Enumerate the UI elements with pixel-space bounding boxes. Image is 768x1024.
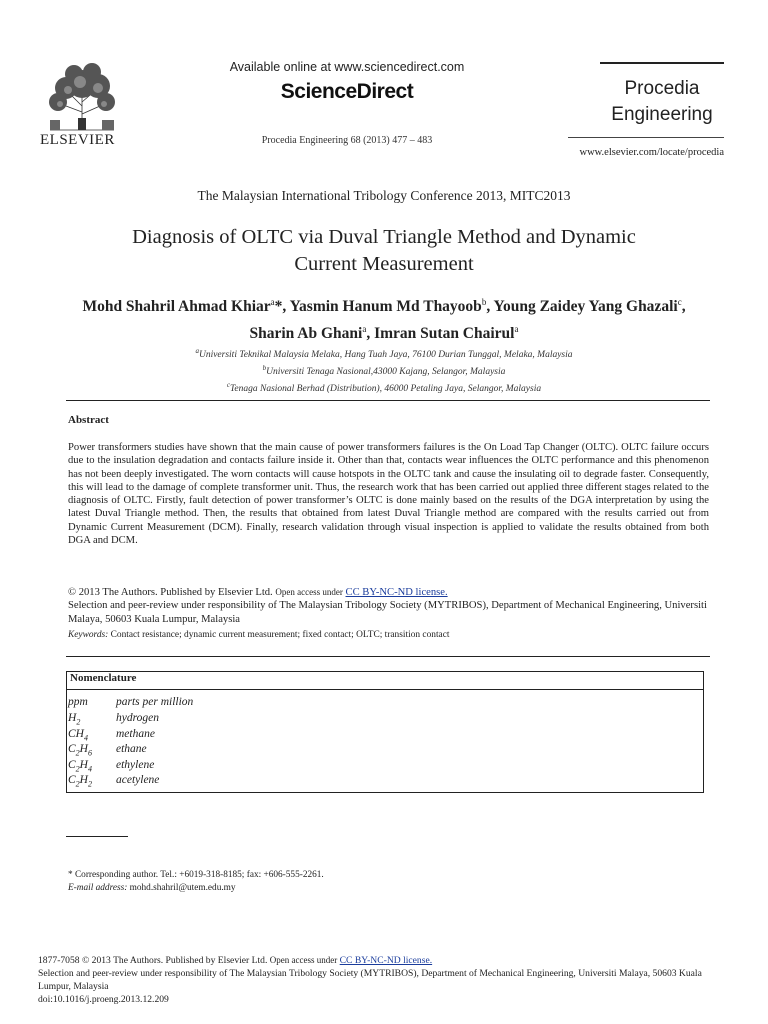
nomenclature-rule <box>66 689 704 690</box>
nomenclature-meaning: methane <box>116 728 155 740</box>
copyright-block <box>68 586 709 626</box>
symbol-base: C <box>68 759 76 771</box>
author-name: Yasmin Hanum Md Thayoob <box>289 298 482 316</box>
symbol-subscript: 2 <box>75 748 80 758</box>
email-note <box>68 883 236 893</box>
nomenclature-meaning: acetylene <box>116 774 160 786</box>
nomenclature-row <box>68 711 159 727</box>
peer-review-statement: Selection and peer-review under responsibility of The Malaysian Tribology Society (MYTRIBOS), Department of Mechanical Engineering, Universiti Malaya, 50603 Kuala Lumpur, Malaysia <box>68 600 707 625</box>
nomenclature-row <box>68 742 147 758</box>
email-label: E-mail address: <box>68 883 128 893</box>
abstract-top-rule <box>66 400 710 401</box>
sciencedirect-logo: ScienceDirect <box>280 80 414 103</box>
footnote-rule <box>66 836 128 837</box>
keywords-line <box>68 630 709 640</box>
paper-title-line1: Diagnosis of OLTC via Duval Triangle Method and Dynamic <box>132 226 636 248</box>
author-affil-sup: a <box>362 324 367 335</box>
affiliation-text: Tenaga Nasional Berhad (Distribution), 46000 Petaling Jaya, Selangor, Malaysia <box>229 384 542 395</box>
author-affil-sup: a <box>514 324 519 335</box>
copyright-line <box>68 586 709 599</box>
affiliation-text: Universiti Tenaga Nasional,43000 Kajang, Selangor, Malaysia <box>266 367 506 378</box>
author-name: Mohd Shahril Ahmad Khiar <box>82 298 271 316</box>
nomenclature-meaning: parts per million <box>116 696 194 708</box>
author-separator: *, <box>274 298 290 316</box>
affiliation-list <box>84 345 684 396</box>
author-list <box>74 291 694 345</box>
symbol-base: H <box>79 759 88 771</box>
abstract-text: Power transformers studies have shown that the main cause of power transformers failures is the On Load Tap Changer (OLTC). OLTC failure occurs due to the insulation degradation and contacts failure inside it. Other than that, contacts wear influences the OLTC performance and this phenomenon has not been deeply investigated. The worn contacts will cause hotspots in the OLTC tank and cause the insulating oil to degrade faster. Consequently, this will lead to the damage of complete transformer unit. Thus, the research work that has been carried out applied three different stages related to the diagnosis of OLTC. Firstly, fault detection of power transformer’s OLTC is done mainly based on the results of the DGA interpretation by using the latest Duval Triangle method. Then, the results that obtained from latest Duval Triangle method are compared with the results carried out from Dynamic Current Measurement (DCM). Finally, research validation through visual inspection is applied to validate the results obtained from both DGA and DCM. <box>68 442 709 547</box>
nomenclature-row <box>68 727 155 743</box>
keywords-label: Keywords: <box>68 630 109 640</box>
nomenclature-heading: Nomenclature <box>70 672 137 684</box>
journal-top-rule <box>600 62 724 64</box>
author-name: Imran Sutan Chairul <box>374 325 515 343</box>
nomenclature-meaning: ethylene <box>116 759 155 771</box>
symbol-base: C <box>68 774 76 786</box>
conference-name: The Malaysian International Tribology Conference 2013, MITC2013 <box>197 188 571 203</box>
affiliation-item <box>84 345 684 362</box>
abstract-bottom-rule <box>66 656 710 657</box>
symbol-subscript: 2 <box>87 779 92 789</box>
journal-name <box>600 76 724 128</box>
symbol-subscript: 6 <box>87 748 92 758</box>
email-address[interactable]: mohd.shahril@utem.edu.my <box>129 883 236 893</box>
paper-title <box>84 224 684 278</box>
abstract-heading: Abstract <box>68 414 109 426</box>
author-affil-sup: c <box>677 297 682 307</box>
footer-copyright-line <box>38 954 732 967</box>
symbol-base: H <box>68 712 77 724</box>
affiliation-item <box>84 379 684 396</box>
symbol-base: C <box>68 743 76 755</box>
symbol-subscript: 2 <box>75 779 80 789</box>
keywords-text: Contact resistance; dynamic current measurement; fixed contact; OLTC; transition contact <box>110 630 450 640</box>
author-separator: , <box>366 325 375 343</box>
author-name: Sharin Ab Ghani <box>249 325 363 343</box>
affiliation-sup: c <box>226 381 230 390</box>
journal-bottom-rule <box>568 137 724 138</box>
nomenclature-symbol <box>68 773 116 792</box>
available-online-text: Available online at www.sciencedirect.com <box>229 60 465 74</box>
author-separator: , <box>681 298 686 316</box>
affiliation-sup: a <box>195 347 199 355</box>
doi-link[interactable]: doi:10.1016/j.proeng.2013.12.209 <box>38 994 169 1005</box>
author-name: Young Zaidey Yang Ghazali <box>493 298 678 316</box>
copyright-text: © 2013 The Authors. Published by Elsevier Ltd. <box>68 587 273 598</box>
symbol-subscript: 2 <box>76 717 81 727</box>
symbol-subscript: 4 <box>87 764 92 774</box>
symbol-subscript: 4 <box>83 733 88 743</box>
citation-line: Procedia Engineering 68 (2013) 477 – 483 <box>261 135 433 146</box>
nomenclature-row <box>68 773 159 789</box>
journal-name-line2: Engineering <box>611 104 713 125</box>
footer-open-access-text: Open access under <box>269 955 338 965</box>
publisher-logo-wordmark: ELSEVIER <box>40 132 115 148</box>
author-separator: , <box>486 298 494 316</box>
symbol-base: H <box>79 743 88 755</box>
journal-url-link[interactable]: www.elsevier.com/locate/procedia <box>579 147 724 158</box>
page-footer <box>38 954 732 1006</box>
author-affil-sup: a <box>270 297 275 307</box>
affiliation-text: Universiti Teknikal Malaysia Melaka, Hang Tuah Jaya, 76100 Durian Tunggal, Melaka, Malaysia <box>198 350 573 361</box>
footer-copyright-text: 1877-7058 © 2013 The Authors. Published by Elsevier Ltd. <box>38 955 268 966</box>
nomenclature-row <box>68 758 154 774</box>
author-affil-sup: b <box>481 297 487 307</box>
nomenclature-symbol <box>68 695 116 711</box>
nomenclature-row <box>68 695 193 711</box>
footer-license-link[interactable]: CC BY-NC-ND license. <box>339 955 433 966</box>
symbol-base: CH <box>68 728 84 740</box>
affiliation-sup: b <box>262 364 267 373</box>
symbol-base: ppm <box>68 696 88 708</box>
corresponding-author-note: * Corresponding author. Tel.: +6019-318-8185; fax: +606-555-2261. <box>68 870 324 880</box>
symbol-base: H <box>79 774 88 786</box>
journal-name-line1: Procedia <box>624 78 700 99</box>
symbol-subscript: 2 <box>75 764 80 774</box>
nomenclature-meaning: hydrogen <box>116 712 160 724</box>
affiliation-item <box>84 362 684 379</box>
paper-title-line2: Current Measurement <box>294 253 474 275</box>
footer-peer-review-statement: Selection and peer-review under responsibility of The Malaysian Tribology Society (MYTRIBOS), Department of Mechanical Engineering, Universiti Malaya, 50603 Kuala Lumpur, Malaysia <box>38 968 702 992</box>
open-access-text: Open access under <box>275 587 343 597</box>
nomenclature-meaning: ethane <box>116 743 147 755</box>
license-link[interactable]: CC BY-NC-ND license. <box>345 587 448 598</box>
